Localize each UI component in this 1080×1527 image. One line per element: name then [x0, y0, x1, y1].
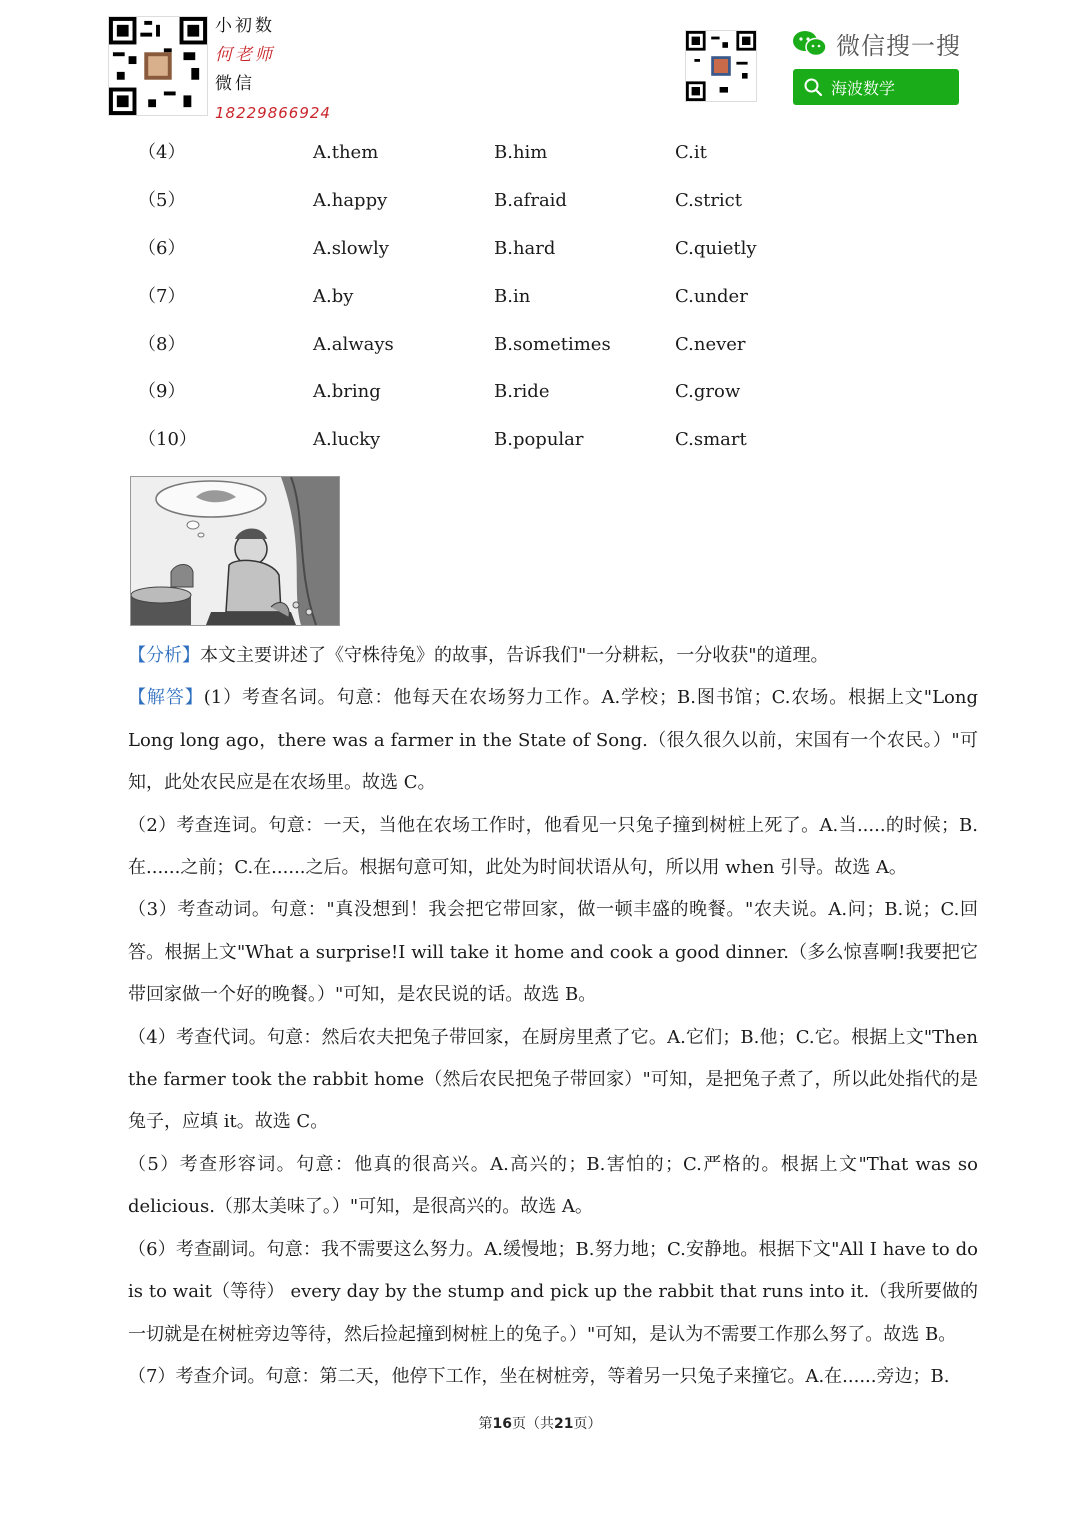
total-page-count: 21: [554, 1416, 574, 1432]
hw-line-4: 18229866924: [215, 104, 331, 122]
option-a: A.lucky: [313, 429, 381, 451]
current-page-number: 16: [492, 1416, 512, 1432]
option-b: B.sometimes: [494, 333, 611, 355]
option-a: A.them: [313, 142, 379, 163]
option-a: A.by: [313, 285, 354, 307]
question-number: （7）: [138, 285, 186, 307]
option-b: B.hard: [494, 237, 556, 259]
page-header: [0, 0, 1080, 125]
footer-middle: 页（共: [512, 1416, 554, 1432]
answer-paragraph-5: （5）考查形容词。句意：他真的很高兴。A.高兴的；B.害怕的；C.严格的。根据上文"That was so delicious.（那太美味了。）"可知，是很高兴的。故选 A。: [128, 1153, 978, 1218]
story-illustration: [130, 476, 340, 626]
option-b: B.popular: [494, 429, 584, 451]
answer-paragraph-6: （6）考查副词。句意：我不需要这么努力。A.缓慢地；B.努力地；C.安静地。根据下文"All I have to do is to wait（等待） every day by the stump and pick up the rabbit that runs into it.（我所要做的一切就是在树桩旁边等待，然后捡起撞到树桩上的兔子。）"可知，是认为不需要工作那么努了。故选 B。: [128, 1238, 978, 1345]
question-number: （4）: [138, 142, 186, 163]
farmer-waiting-by-stump-illustration: [131, 477, 339, 625]
option-c: C.strict: [675, 189, 742, 211]
qr-code-left: [108, 16, 208, 116]
wechat-search-title: [792, 26, 961, 61]
option-b: B.him: [494, 142, 548, 163]
qr-code-icon: [686, 31, 756, 101]
wechat-logo-icon: [792, 30, 828, 58]
answer-paragraph-3: （3）考查动词。句意："真没想到！我会把它带回家，做一顿丰盛的晚餐。"农夫说。A.问；B.说；C.回答。根据上文"What a surprise!I will take it home and cook a good dinner.（多么惊喜啊!我要把它带回家做一个好的晚餐。）"可知，是农民说的话。故选 B。: [128, 899, 978, 1006]
option-c: C.never: [675, 333, 746, 355]
analysis-label: 【分析】: [128, 645, 200, 666]
option-c: C.it: [675, 142, 707, 163]
answer-text-1: (1）考查名词。句意：他每天在农场努力工作。A.学校；B.图书馆；C.农场。根据上文"Long Long long ago，there was a farmer in the State of Song.（很久很久以前，宋国有一个农民。）"可知，此处农民应是在农场里。故选 C。: [128, 687, 978, 794]
page-footer: [0, 1413, 1080, 1433]
answer-paragraph-7: （7）考查介词。句意：第二天，他停下工作，坐在树桩旁，等着另一只兔子来撞它。A.在......旁边；B.: [128, 1365, 950, 1387]
option-b: B.ride: [494, 381, 550, 403]
analysis-paragraph: [128, 635, 978, 677]
answer-paragraph-4: （4）考查代词。句意：然后农夫把兔子带回家，在厨房里煮了它。A.它们；B.他；C.它。根据上文"Then the farmer took the rabbit home（然后农民把兔子带回家）"可知，是把兔子煮了，所以此处指代的是兔子，应填 it。故选 C。: [128, 1026, 978, 1133]
analysis-text: 本文主要讲述了《守株待兔》的故事，告诉我们"一分耕耘，一分收获"的道理。: [200, 645, 829, 666]
search-icon: [803, 77, 823, 97]
footer-prefix: 第: [478, 1416, 493, 1432]
option-c: C.under: [675, 285, 748, 307]
question-number: （8）: [138, 333, 186, 355]
question-number: （10）: [138, 429, 197, 451]
answer-label: 【解答】: [128, 687, 204, 709]
answer-paragraph-2: （2）考查连词。句意：一天，当他在农场工作时，他看见一只兔子撞到树桩上死了。A.当.....的时候；B.在......之前；C.在......之后。根据句意可知，此处为时间状语从句，所以用 when 引导。故选 A。: [128, 814, 978, 879]
hw-line-2: 何老师: [215, 45, 275, 65]
footer-suffix: 页）: [573, 1416, 602, 1432]
analysis-and-answers: [128, 635, 978, 1398]
option-a: A.happy: [313, 189, 388, 211]
question-number: （5）: [138, 189, 186, 211]
option-c: C.grow: [675, 381, 741, 403]
wechat-search-label: 微信搜一搜: [836, 32, 961, 60]
question-number: （6）: [138, 237, 186, 259]
option-b: B.afraid: [494, 189, 567, 211]
option-a: A.slowly: [313, 237, 389, 259]
qr-code-right: [685, 30, 757, 102]
wechat-search-box[interactable]: [793, 69, 959, 105]
option-c: C.smart: [675, 429, 747, 451]
handwritten-contact: [215, 12, 331, 128]
question-number: （9）: [138, 381, 186, 403]
hw-line-3: 微信: [215, 74, 255, 94]
answer-paragraph-1: [128, 677, 978, 804]
hw-line-1: 小初数: [215, 16, 275, 36]
option-a: A.bring: [313, 381, 381, 403]
option-b: B.in: [494, 285, 531, 307]
qr-code-icon: [109, 17, 207, 115]
option-a: A.always: [313, 333, 394, 355]
option-c: C.quietly: [675, 237, 757, 259]
wechat-search-query: 海波数学: [831, 78, 896, 98]
